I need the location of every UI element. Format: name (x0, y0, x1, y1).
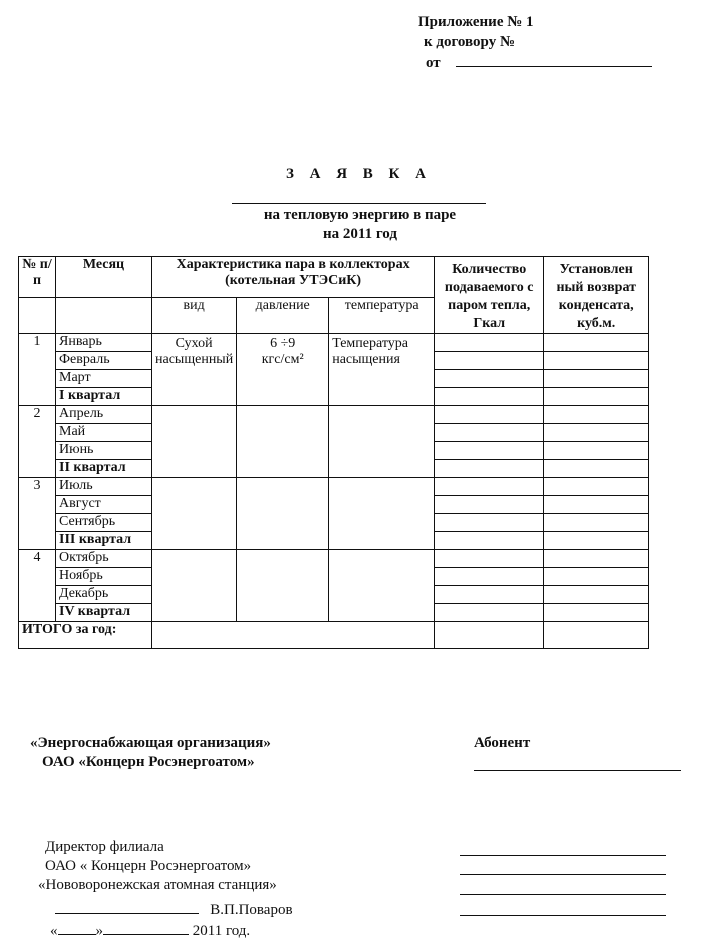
col-header-condensate: Установлен ный возврат конденсата, куб.м. (544, 257, 649, 334)
month-cell: Ноябрь (56, 568, 152, 586)
quantity-input-cell[interactable] (435, 550, 544, 568)
subtitle-line2: на 2011 год (323, 226, 397, 242)
temperature-cell (329, 478, 435, 550)
steam-type-cell (152, 406, 237, 478)
month-cell: Февраль (56, 352, 152, 370)
condensate-input-cell[interactable] (544, 388, 649, 406)
table-row (19, 334, 649, 352)
temperature-cell: Температура насыщения (329, 334, 435, 406)
quantity-input-cell[interactable] (435, 460, 544, 478)
subscriber-line-4[interactable] (460, 915, 666, 916)
table-row (19, 478, 649, 496)
director-block (38, 838, 277, 895)
quarter-number: 1 (19, 334, 56, 406)
quarter-total-label: III квартал (56, 532, 152, 550)
contract-date-row (418, 52, 652, 73)
condensate-input-cell[interactable] (544, 568, 649, 586)
quantity-input-cell[interactable] (435, 514, 544, 532)
quantity-input-cell[interactable] (435, 604, 544, 622)
subscriber-line-1[interactable] (460, 855, 666, 856)
month-cell: Август (56, 496, 152, 514)
subheader-temperature: температура (329, 297, 435, 333)
title-underline (232, 203, 486, 204)
pressure-value: 6 ÷9 (270, 336, 296, 351)
director-name: В.П.Поваров (210, 902, 293, 918)
header-spacer-month (56, 297, 152, 333)
subheader-pressure: давление (237, 297, 329, 333)
header-spacer-num (19, 297, 56, 333)
subscriber-line-3[interactable] (460, 894, 666, 895)
quantity-input-cell[interactable] (435, 568, 544, 586)
temperature-cell (329, 550, 435, 622)
quarter-total-label: I квартал (56, 388, 152, 406)
month-cell: Сентябрь (56, 514, 152, 532)
contract-date-label: от (426, 55, 441, 71)
request-table (18, 256, 649, 649)
month-cell: Апрель (56, 406, 152, 424)
director-signature-line[interactable] (55, 899, 199, 914)
col-header-num: № п/п (19, 257, 56, 298)
document-title: З А Я В К А (285, 166, 433, 182)
steam-type-cell (152, 550, 237, 622)
quantity-input-cell[interactable] (435, 388, 544, 406)
year-total-quantity[interactable] (435, 622, 544, 649)
year-total-char (152, 622, 435, 649)
quantity-input-cell[interactable] (435, 532, 544, 550)
condensate-input-cell[interactable] (544, 550, 649, 568)
temperature-cell (329, 406, 435, 478)
steam-type-cell: Сухой насыщенный (152, 334, 237, 406)
quarter-number: 4 (19, 550, 56, 622)
quarter-total-label: II квартал (56, 460, 152, 478)
pressure-cell (237, 478, 329, 550)
condensate-input-cell[interactable] (544, 586, 649, 604)
condensate-input-cell[interactable] (544, 442, 649, 460)
subscriber-signature-line[interactable] (474, 770, 681, 771)
pressure-cell (237, 406, 329, 478)
quarter-number: 3 (19, 478, 56, 550)
quarter-number: 2 (19, 406, 56, 478)
condensate-input-cell[interactable] (544, 370, 649, 388)
month-cell: Июнь (56, 442, 152, 460)
subscriber-line-2[interactable] (460, 874, 666, 875)
condensate-input-cell[interactable] (544, 604, 649, 622)
quantity-input-cell[interactable] (435, 586, 544, 604)
condensate-input-cell[interactable] (544, 334, 649, 352)
year-total-condensate[interactable] (544, 622, 649, 649)
subscriber-label: Абонент (474, 735, 531, 751)
pressure-unit: кгс/см² (261, 352, 304, 367)
quantity-input-cell[interactable] (435, 370, 544, 388)
month-cell: Май (56, 424, 152, 442)
contract-date-field[interactable] (456, 52, 652, 67)
director-branch: «Нововоронежская атомная станция» (38, 877, 277, 893)
condensate-input-cell[interactable] (544, 514, 649, 532)
month-cell: Июль (56, 478, 152, 496)
supplier-company: ОАО «Концерн Росэнергоатом» (42, 754, 255, 770)
col-header-char-line2: (котельная УТЭСиК) (225, 273, 362, 288)
col-header-quantity: Количество подаваемого с паром тепла, Гкал (435, 257, 544, 334)
director-title: Директор филиала (45, 839, 164, 855)
month-cell: Октябрь (56, 550, 152, 568)
col-header-char-line1: Характеристика пара в коллекторах (176, 257, 410, 272)
contract-ref (418, 32, 652, 52)
condensate-input-cell[interactable] (544, 478, 649, 496)
subtitle-line1: на тепловую энергию в паре (263, 207, 457, 223)
subheader-type: вид (152, 297, 237, 333)
condensate-input-cell[interactable] (544, 532, 649, 550)
condensate-input-cell[interactable] (544, 460, 649, 478)
contract-label: к договору № (424, 34, 516, 50)
pressure-cell (237, 550, 329, 622)
appendix-header (418, 12, 652, 73)
table-row (19, 406, 649, 424)
quantity-input-cell[interactable] (435, 334, 544, 352)
col-header-characteristics (152, 257, 435, 298)
quantity-input-cell[interactable] (435, 478, 544, 496)
director-signature-row (55, 899, 293, 919)
date-quote-close: » (95, 923, 103, 939)
steam-type-cell (152, 478, 237, 550)
date-day-field[interactable] (58, 920, 96, 935)
col-header-month: Месяц (56, 257, 152, 298)
condensate-input-cell[interactable] (544, 496, 649, 514)
condensate-input-cell[interactable] (544, 352, 649, 370)
director-company: ОАО « Концерн Росэнергоатом» (45, 858, 252, 874)
month-cell: Март (56, 370, 152, 388)
condensate-input-cell[interactable] (544, 424, 649, 442)
month-cell: Январь (56, 334, 152, 352)
month-cell: Декабрь (56, 586, 152, 604)
appendix-number: Приложение № 1 (418, 14, 534, 30)
quarter-total-label: IV квартал (56, 604, 152, 622)
date-quote-open: « (50, 923, 58, 939)
condensate-input-cell[interactable] (544, 406, 649, 424)
supplier-label: «Энергоснабжающая организация» (30, 735, 271, 751)
pressure-cell (237, 334, 329, 406)
quantity-input-cell[interactable] (435, 442, 544, 460)
document-subtitle (240, 206, 480, 244)
quantity-input-cell[interactable] (435, 406, 544, 424)
table-row (19, 550, 649, 568)
quantity-input-cell[interactable] (435, 424, 544, 442)
date-month-field[interactable] (103, 920, 189, 935)
quantity-input-cell[interactable] (435, 352, 544, 370)
date-year: 2011 год. (192, 923, 251, 939)
year-total-label: ИТОГО за год: (19, 622, 152, 649)
signature-date-row (50, 920, 250, 940)
quantity-input-cell[interactable] (435, 496, 544, 514)
